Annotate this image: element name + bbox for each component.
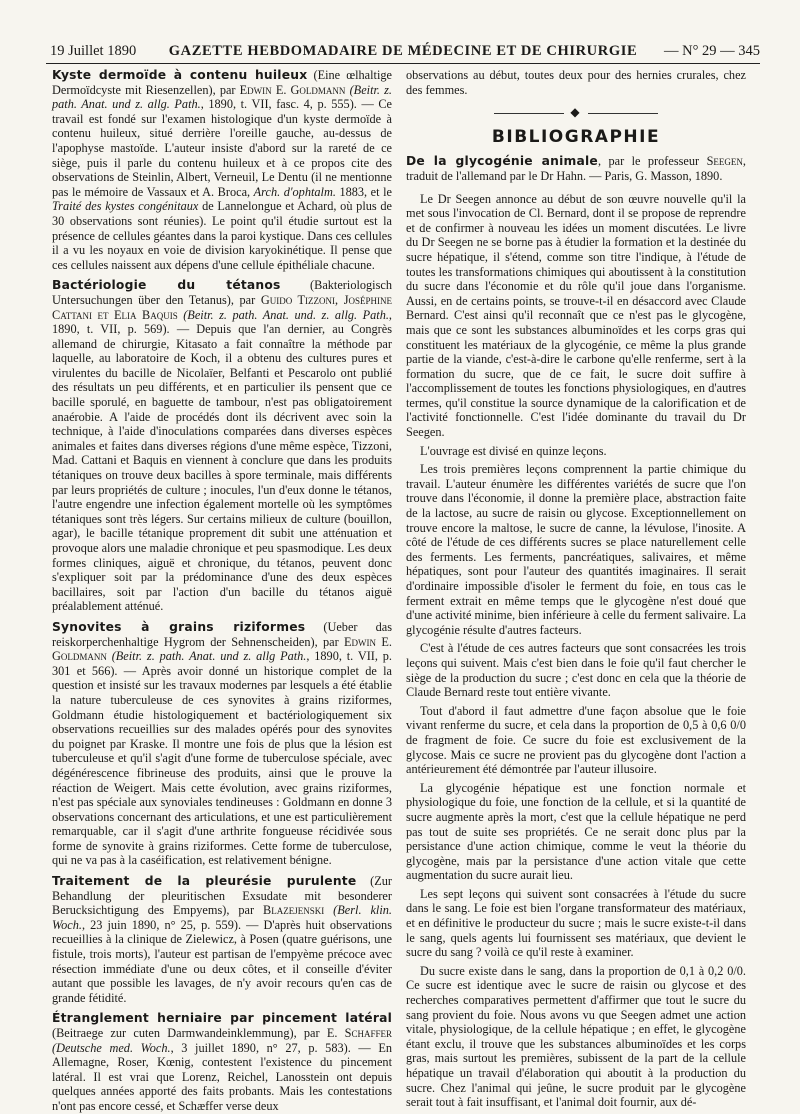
- review-paragraph: C'est à l'étude de ces autres facteurs que sont consacrées les trois leçons qui suivent. Mais c'est bien dans le foie qu'il faut chercher le siège de la production du sucre ; c'est donc en cela que la théorie de Claude Bernard reste tout entière vivante.: [406, 641, 746, 700]
- article-pleuresie: Traitement de la pleurésie purulente (Zur Behandlung der pleuritischen Exsudate mit besonderer Berucksichtigung des Empyems), par Blazejenski (Berl. klin. Woch., 23 juin 1890, n° 25, p. 559). — D'après huit observations recueillies à la clinique de Zielewicz, à Posen (quatre guérisons, une fistule, trois morts), l'auteur est partisan de l'empyème précoce avec résection immédiate d'une ou deux côtes, et il conseille d'éviter autant que possible les lavages, de n'y avoir recours qu'en cas de grande fétidité.: [52, 874, 392, 1005]
- right-column: [406, 68, 746, 1110]
- article-author: E. Schaffer: [326, 1026, 392, 1040]
- review-paragraph: Tout d'abord il faut admettre d'une façon absolue que le foie vivant renferme du sucre, et cela dans la proportion de 0,5 à 0,6 0/0 de fragment de foie. Ce sucre du foie est exclusivement de la glycose. Mais ce sucre ne provient pas du glycogène dont l'action a antérieurement été démontrée par l'auteur illusoire.: [406, 703, 746, 777]
- left-column: [52, 68, 393, 1113]
- article-author: Edwin E. Goldmann: [239, 82, 346, 97]
- header-rule: [46, 63, 760, 64]
- article-title: Traitement de la pleurésie purulente: [52, 874, 357, 889]
- article-etranglement: Étranglement herniaire par pincement latéral (Beitraege zur cuten Darmwandeinklemmung), par E. Schaffer (Deutsche med. Woch., 3 juillet 1890, n° 27, p. 583). — En Allemagne, Roser, Kœnig, contestent l'existence du pincement latéral. Il est vrai que Lorenz, Reichel, Lanosstein ont depuis quelques années apporté des faits probants. Mais les contestations n'ont pas encore cessé, et Schæffer verse deux: [52, 1011, 392, 1113]
- review-paragraph: L'ouvrage est divisé en quinze leçons.: [420, 443, 607, 458]
- review-paragraph: Le Dr Seegen annonce au début de son œuvre nouvelle qu'il la met sous l'invocation de Cl. Bernard, dont il se propose de reprendre et de confirmer à nouveau les idées un moment discutées. Le livre du Dr Seegen ne se borne pas à étudier la formation et la destinée du sucre hépatique, il s'étend, comme son titre l'indique, à l'étude de toutes les transformations chimiques qui aboutissent à la constitution du sucre dans l'économie et du rôle qu'il joue dans l'organisme. Aussi, en de certains points, se trouve-t-il en désaccord avec Claude Bernard. C'est ainsi qu'il reconnaît que ce n'est pas le glycogène, mais que ce sont les substances albuminoïdes et les corps gras qui constituent les matériaux de la glycogénie, ce même la plus grande partie de la viande, c'est-à-dire le carbone qu'elle renferme, sert à la formation du sucre, que de ce fait, le sucre doit suffire à l'accomplissement de toutes les fonctions physiologiques, en d'autres termes, qu'il constitue la source dynamique de la calorification et de l'activité fonctionnelle. C'est l'idée dominante du travail du Dr Seegen.: [406, 191, 746, 440]
- book-reference: De la glycogénie animale, par le professeur Seegen, traduit de l'allemand par le Dr Hahn. — Paris, G. Masson, 1890.: [406, 154, 746, 183]
- article-title: Kyste dermoïde à contenu huileux: [52, 68, 308, 82]
- article-title: Synovites à grains riziformes: [52, 619, 306, 634]
- review-paragraph: Du sucre existe dans le sang, dans la proportion de 0,1 à 0,2 0/0. Ce sucre est identique avec le sucre de raisin ou glycose et des recherches comparatives permettent d'affirmer que tout le sucre du sang provient du foie. Nous avons vu que Seegen admet une action vitale, physiologique, de la cellule hépatique ; en effet, le glycogène étant exclu, il trouve que les substances albuminoïdes et les corps gras, mais surtout les premières, subissent de la part de la cellule hépatique un travail d'élaboration qui aboutit à la production du sucre. Chez l'animal qui jeûne, le sucre produit par le glycogène serait tout à fait insuffisant, et l'animal doit fournir, aux dé-: [406, 963, 746, 1110]
- review-paragraph: La glycogénie hépatique est une fonction normale et physiologique du foie, une fonction de la cellule, et si la quantité de sucre augmente après la mort, c'est que la cellule hépatique ne perd pas tout de suite ses propriétés. Ce ne serait donc plus par la persistance d'une action chimique, comme le veut la théorie du glycogène, mais par la persistance d'une action vitale que cette augmentation du sucre aurait lieu.: [406, 780, 746, 883]
- header-date: 19 Juillet 1890: [50, 43, 137, 59]
- review-paragraph: Les trois premières leçons comprennent la partie chimique du travail. L'auteur énumère les différentes variétés de sucre que l'on trouve dans l'économie, il donne la première place, abstraction faite de la lactose, au sucre de raisin ou glycose. Exceptionnellement on trouve encore la maltose, le sucre de canne, la lévulose, l'inosite. A côté de l'étude de ces différents sucres se place naturellement celle des ferments. Les ferments, pancréatiques, salivaires, et même hépatiques, sont pour l'auteur des quantités imaginaires. Il serait d'ordinaire impossible d'isoler le ferment du foie, en tous cas le ferment extrait en même temps que le glycogène n'est doué que d'une activité minime, bien inférieure à celle du ferment salivaire. La glycogénie résulte d'autres facteurs.: [406, 462, 746, 637]
- article-title: Étranglement herniaire par pincement latéral: [52, 1011, 392, 1026]
- article-tetanos: Bactériologie du tétanos (Bakteriologisch Untersuchungen über den Tetanus), par Guido Tizzoni, Joséphine Cattani et Elia Baquis (Beitr. z. path. Anat. und. z. allg. Path., 1890, t. VII, p. 569). — Depuis que l'an dernier, au Congrès allemand de chirurgie, Kitasato a fait connaître la méthode par laquelle, au laboratoire de Koch, il a obtenu des cultures pures et virulentes du bacille de Nicolaïer, Belfanti et Pescarolo ont publié des résultats un peu différents, et en particulier ils pensent que ce bacille sporulé, en baguette de tambour, n'est pas obligatoirement anaérobie. A l'aide de procédés dont ils décrivent avec soin la technique, à l'aide d'inoculations comparées dans diverses espèces animales et faites dans diverses régions d'une même espèce, Tizzoni, Mad. Cattani et Baquis en viennent à conclure que dans les produits tétaniques on trouve deux bacilles à spore terminale, mais différents par leurs propriétés de culture ; inocules, l'un d'eux donne le tétanos, l'autre engendre une infection également mortelle où les symptômes tétaniques sont très légers. Sur certains milieux de culture (bouillon, agar), le bacille tétanique proprement dit subit une atténuation et provoque alors une maladie chronique et peu spasmodique. Les deux formes cliniques, aiguë et chronique, du tétanos, peuvent donc s'expliquer soit par la prédominance d'une des deux espèces bacillaires, soit par l'action d'un bacille du tétanos aiguë préalablement atténué.: [52, 278, 393, 614]
- article-continuation: observations au début, toutes deux pour des hernies crurales, chez des femmes.: [406, 68, 746, 97]
- article-author: Blazejenski: [263, 903, 325, 918]
- running-header: [46, 42, 760, 64]
- header-issue-page: — N° 29 — 345: [663, 43, 760, 59]
- article-author: Edwin E. Goldmann: [52, 634, 392, 664]
- book-author: Seegen: [706, 154, 743, 169]
- article-author: Guido Tizzoni, Joséphine Cattani et Elia Baquis: [52, 292, 392, 322]
- book-title: De la glycogénie animale: [406, 154, 598, 169]
- article-kyste: Kyste dermoïde à contenu huileux (Eine œlhaltige Dermoïdcyste mit Riesenzellen), par Edwin E. Goldmann (Beitr. z. path. Anat. und z. allg. Path., 1890, t. VII, fasc. 4, p. 555). — Ce travail est fondé sur l'examen histologique d'un kyste dermoïde à contenu huileux, situé derrière l'oreille gauche, au-dessus de l'apophyse mastoïde. L'auteur insiste d'abord sur la rareté de ce siège, puis il parle du contenu huileux et à ce propos cite des observations de Steinlin, Albert, Verneuil, Le Dentu (il ne mentionne pas le mémoire de Vassaux et A. Broca, Arch. d'ophtalm. 1883, et le Traité des kystes congénitaux de Lannelongue et Achard, où plus de 30 observations sont réunies). Le point qu'il étudie surtout est la présence de cellules géantes dans la paroi kystique. Dans ces cellules il a vu les noyaux en voie de division karyokinétique. Il pense que ces cellules naissent aux dépens d'une cellule épithéliale chacune.: [52, 68, 393, 272]
- header-journal-title: GAZETTE HEBDOMADAIRE DE MÉDECINE ET DE CHIRURGIE: [168, 43, 638, 59]
- review-paragraph: Les sept leçons qui suivent sont consacrées à l'étude du sucre dans le sang. Le foie est bien l'organe transformateur des matériaux, et en définitive le producteur du sucre ; mais le sucre existe-t-il dans le sang, quels agents lui fournissent ses matériaux, que devient le sucre du sang ? voilà ce qu'il reste à examiner.: [406, 886, 746, 960]
- article-synovites: Synovites à grains riziformes (Ueber das reiskorperchenhaltige Hygrom der Sehnenscheiden), par Edwin E. Goldmann (Beitr. z. path. Anat. und z. allg Path., 1890, t. VII, p. 301 et 566). — Après avoir donné un historique complet de la question et insisté sur les travaux modernes par lesquels a été établie la nature tuberculeuse de ces synovites à grains riziformes, Goldmann étudie histologiquement et bactériologiquement six observations recueillies sur des malades opérés pour des synovites du poignet par Kraske. Il montre une fois de plus que la lésion est tuberculeuse et qu'il s'agit d'une forme de tuberculose spéciale, avec dégénérescence fibrineuse des produits, ainsi que le prouve la réaction de Weigert. Mais cette évolution, avec grains riziformes, n'est pas spéciale aux synoviales tendineuses : Goldmann en donne 3 observations concernant des articulations, et une est particulièrement remarquable, car il s'agit d'une arthrite fongueuse récidivée sous forme de synovite à grains riziformes. Cette forme de tuberculose, qui ne va pas à la caséification, est relativement bénigne.: [52, 619, 392, 868]
- section-heading: BIBLIOGRAPHIE: [491, 126, 661, 147]
- article-title: Bactériologie du tétanos: [52, 278, 281, 293]
- section-separator: ◆: [406, 105, 746, 120]
